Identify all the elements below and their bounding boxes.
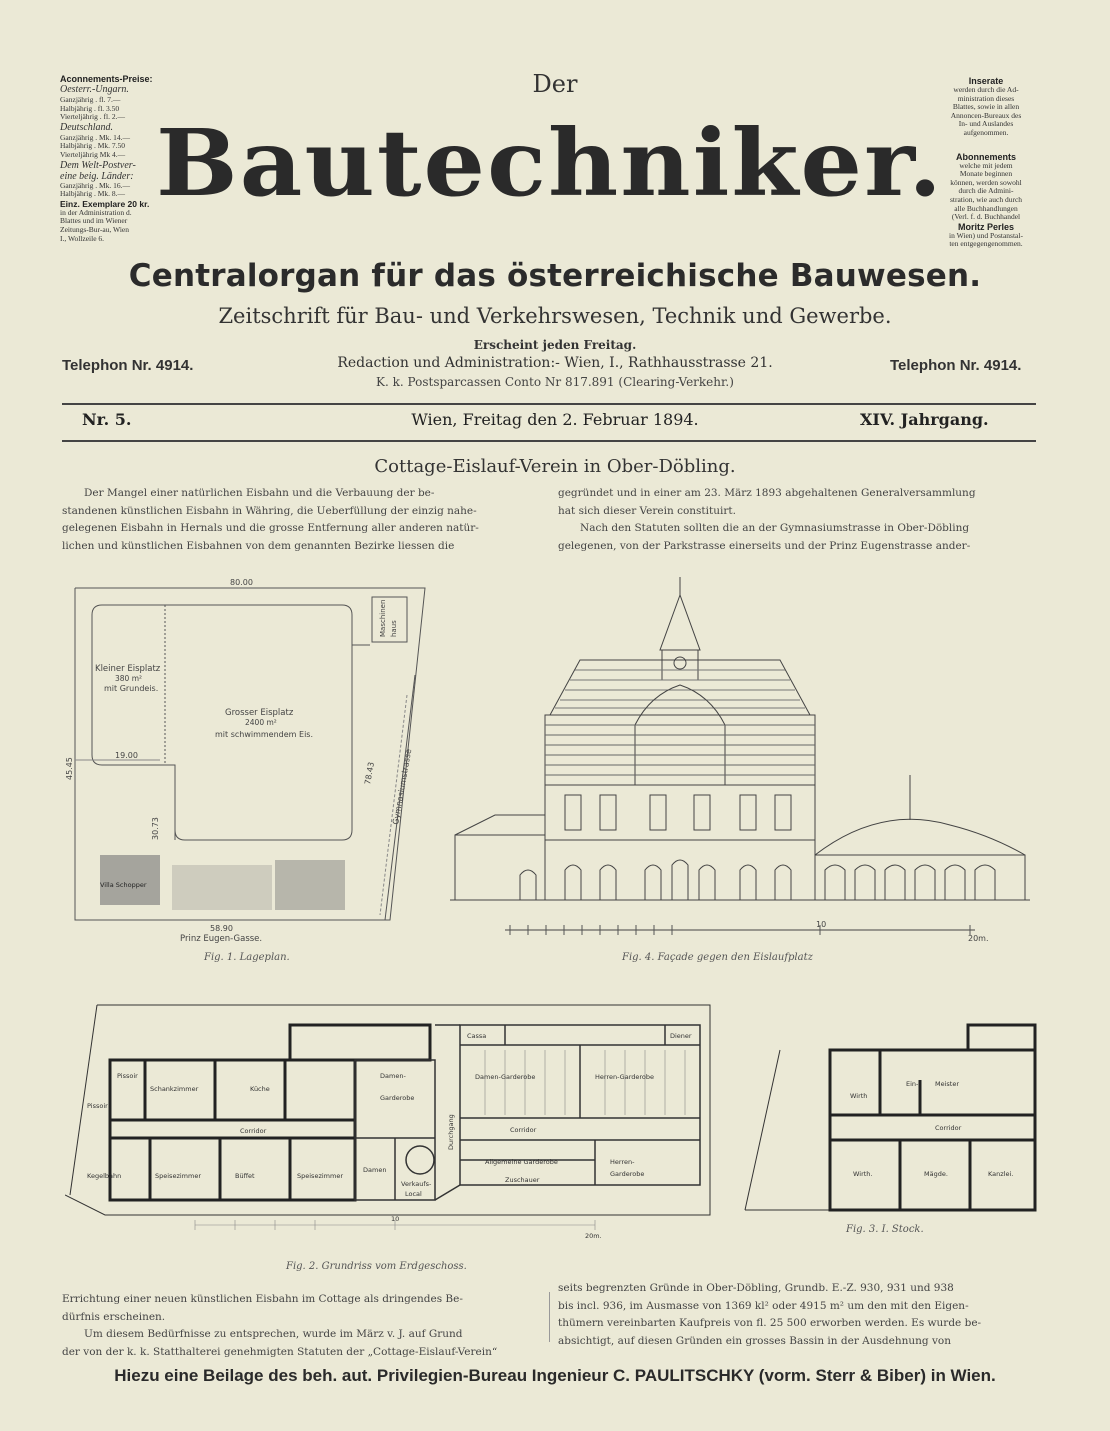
text-line: gegründet und in einer am 23. März 1893 abgehaltenen Generalversammlung <box>558 487 976 499</box>
street-label-bottom: Prinz Eugen-Gasse. <box>180 934 263 944</box>
inserate-line: Annoncen-Bureaux des <box>950 110 1022 120</box>
text-line: Um diesem Bedürfnisse zu entsprechen, wurde im März v. J. auf Grund <box>84 1328 463 1340</box>
price-line: Ganzjährig . Mk. 14.— <box>60 132 130 142</box>
figure-facade <box>450 575 1030 945</box>
room-label: Speisezimmer <box>155 1172 201 1180</box>
issue-year: XIV. Jahrgang. <box>860 410 989 429</box>
text-line: Errichtung einer neuen künstlichen Eisbahn im Cottage als dringendes Be- <box>62 1293 463 1305</box>
room-label: Herren- <box>610 1158 635 1166</box>
small-rink-label: Kleiner Eisplatz <box>95 664 161 674</box>
text-line: lichen und künstlichen Eisbahnen von dem genannten Bezirke liessen die <box>62 539 455 552</box>
price-line: Vierteljährig . fl. 2.— <box>60 112 125 122</box>
room-label: Corridor <box>240 1127 267 1135</box>
room-label: Schankzimmer <box>150 1085 199 1093</box>
room-label: Ein- <box>906 1080 919 1088</box>
price-line: in der Administration d. <box>60 207 132 217</box>
text-line: Der Mangel einer natürlichen Eisbahn und die Verbauung der be- <box>84 487 435 499</box>
issue-date: Wien, Freitag den 2. Februar 1894. <box>411 410 699 429</box>
abo-line: können, werden sowohl <box>950 177 1022 187</box>
dim-label: 45.45 <box>65 757 74 780</box>
dim-label: 58.90 <box>210 924 233 933</box>
room-label: Garderobe <box>380 1094 415 1102</box>
text-line: standenen künstlichen Eisbahn in Währing, die Ueberfüllung der einzig nahe- <box>62 504 477 517</box>
footer-supplement-note: Hiezu eine Beilage des beh. aut. Privilegien-Bureau Ingenieur C. PAULITSCHKY (vorm. Sterr & Biber) in Wien. <box>114 1366 996 1385</box>
article-title: Cottage-Eislauf-Verein in Ober-Döbling. <box>374 456 736 477</box>
dim-label: 19.00 <box>115 751 138 760</box>
prices-heading: Aconnements-Preise: <box>60 74 153 84</box>
masthead-subtitle: Centralorgan für das österreichische Bauwesen. <box>128 258 982 294</box>
inserate-line: Blattes, sowie in allen <box>952 102 1020 112</box>
price-line: Halbjährig . Mk. 8.— <box>60 189 125 199</box>
article-column-2 <box>558 485 1036 555</box>
dim-label: 78.43 <box>363 761 376 786</box>
room-label: Durchgang <box>447 1114 455 1150</box>
prices-world: Dem Welt-Postver- <box>60 159 136 171</box>
rule-bottom <box>62 440 1036 442</box>
room-label: Cassa <box>467 1032 487 1040</box>
figure-3-caption: Fig. 3. I. Stock. <box>846 1224 924 1235</box>
room-label: Kegelbahn <box>87 1172 122 1180</box>
room-label: Local <box>405 1190 422 1198</box>
street-label-right: Gymnasiumstrasse <box>391 748 414 826</box>
text-line: absichtigt, auf diesen Gründen ein grosses Bassin in der Ausdehnung von <box>558 1334 951 1347</box>
price-line: Halbjährig . Mk. 7.50 <box>60 141 125 151</box>
article-column-1 <box>62 485 540 555</box>
room-label: Speisezimmer <box>297 1172 343 1180</box>
abo-line: alle Buchhandlungen <box>954 203 1018 213</box>
small-rink-note: mit Grundeis. <box>104 684 159 693</box>
abo-line: stration, wie auch durch <box>949 194 1023 204</box>
abo-line: durch die Admini- <box>958 186 1014 196</box>
big-rink-note: mit schwimmendem Eis. <box>215 730 313 739</box>
room-label: Diener <box>670 1032 692 1040</box>
masthead-address: Redaction und Administration:- Wien, I., Rathhausstrasse 21. <box>337 355 773 371</box>
telephone-right: Telephon Nr. 4914. <box>890 357 1022 374</box>
scale-label: 20m. <box>968 934 989 943</box>
big-rink-label: Grosser Eisplatz <box>225 708 294 718</box>
masthead-title: Bautechniker. <box>156 109 944 217</box>
room-label: Allgemeine Garderobe <box>485 1158 558 1166</box>
figure-2-caption: Fig. 2. Grundriss vom Erdgeschoss. <box>286 1261 467 1272</box>
telephone-left: Telephon Nr. 4914. <box>62 357 194 374</box>
machine-house-label: Maschinen <box>379 599 387 637</box>
price-line: Vierteljährig Mk 4.— <box>60 149 126 159</box>
abo-line: welche mit jedem <box>959 160 1013 170</box>
inserate-line: werden durch die Ad- <box>953 85 1019 94</box>
text-line: seits begrenzten Gründe in Ober-Döbling, Grundb. E.-Z. 930, 931 und 938 <box>558 1282 954 1294</box>
room-label: Garderobe <box>610 1170 645 1178</box>
room-label: Pissoir <box>117 1072 138 1080</box>
room-label: Damen <box>363 1166 387 1174</box>
room-label: Küche <box>250 1085 270 1093</box>
figure-first-floor <box>740 1020 1040 1215</box>
scale-label: 10 <box>391 1215 400 1223</box>
room-label: Pissoir <box>87 1102 108 1110</box>
rule-top <box>62 403 1036 405</box>
text-line: der von der k. k. Statthalterei genehmigten Statuten der „Cottage-Eislauf-Verein“ <box>62 1345 498 1358</box>
text-line: gelegenen, von der Parkstrasse einerseits und der Prinz Eugenstrasse ander- <box>558 539 971 552</box>
villa-label: Villa Schopper <box>100 881 147 889</box>
scale-label: 10 <box>816 920 827 929</box>
room-label: Meister <box>935 1080 960 1088</box>
prices-world: eine beig. Länder: <box>60 170 134 182</box>
masthead-der: Der <box>532 70 578 98</box>
prices-germany: Deutschland. <box>60 121 114 133</box>
text-line: bis incl. 936, im Ausmasse von 1369 kl² oder 4915 m² um den mit den Eigen- <box>558 1299 969 1312</box>
inserate-heading: Inserate <box>968 76 1004 86</box>
prices-austria: Oesterr.-Ungarn. <box>60 84 129 95</box>
text-line: thümern vereinbarten Kaufpreis von fl. 25 500 erworben werden. Es wurde be- <box>558 1317 982 1329</box>
price-line: I., Wollzeile 6. <box>60 233 105 243</box>
price-line: Ganzjährig . Mk. 16.— <box>60 180 130 190</box>
inserate-line: aufgenommen. <box>963 127 1009 137</box>
room-label: Corridor <box>935 1124 962 1132</box>
figure-ground-floor <box>65 1000 715 1245</box>
figure-4-caption: Fig. 4. Façade gegen den Eislaufplatz <box>622 952 813 963</box>
room-label: Kanzlei. <box>988 1170 1014 1178</box>
figure-site-plan <box>60 575 440 970</box>
room-label: Büffet <box>235 1172 255 1180</box>
dim-label: 80.00 <box>230 578 253 587</box>
column-divider <box>549 1292 550 1342</box>
abo-line: ten entgegengenommen. <box>949 239 1023 249</box>
machine-house-label: haus <box>390 620 398 637</box>
room-label: Damen-Garderobe <box>475 1073 536 1081</box>
figure-1-caption: Fig. 1. Lageplan. <box>204 952 290 963</box>
inserate-line: ministration dieses <box>957 93 1015 103</box>
big-rink-area: 2400 m² <box>245 718 277 727</box>
room-label: Damen- <box>380 1072 406 1080</box>
room-label: Verkaufs- <box>401 1180 432 1188</box>
scale-label: 20m. <box>585 1232 602 1240</box>
price-line: Blattes und im Wiener <box>60 216 128 226</box>
masthead-frequency: Erscheint jeden Freitag. <box>473 338 637 352</box>
text-line: hat sich dieser Verein constituirt. <box>558 504 736 517</box>
price-line: Ganzjährig . fl. 7.— <box>60 95 121 104</box>
masthead-account: K. k. Postsparcassen Conto Nr 817.891 (Clearing-Verkehr.) <box>376 375 734 389</box>
abo-perles: Moritz Perles <box>957 221 1015 232</box>
prices-single: Einz. Exemplare 20 kr. <box>60 198 150 209</box>
price-line: Halbjährig . fl. 3.50 <box>60 103 120 113</box>
article-column-4 <box>558 1280 1036 1350</box>
abo-line: Monate beginnen <box>959 169 1013 179</box>
price-line: Zeitungs-Bur-au, Wien <box>60 224 129 234</box>
text-line: dürfnis erscheinen. <box>62 1310 166 1323</box>
abo-line: (Verl. f. d. Buchhandel <box>951 212 1021 222</box>
dim-label: 30.73 <box>151 817 160 840</box>
text-line: gelegenen Eisbahn in Hernals und die grosse Entfernung aller anderen natür- <box>62 522 479 534</box>
masthead-tagline: Zeitschrift für Bau- und Verkehrswesen, Technik und Gewerbe. <box>218 304 892 328</box>
issue-number: Nr. 5. <box>82 410 132 429</box>
article-column-3 <box>62 1291 540 1361</box>
room-label: Corridor <box>510 1126 537 1134</box>
text-line: Nach den Statuten sollten die an der Gymnasiumstrasse in Ober-Döbling <box>580 522 970 534</box>
room-label: Mägde. <box>924 1170 948 1178</box>
inserate-line: In- und Auslandes <box>958 119 1014 129</box>
room-label: Herren-Garderobe <box>595 1073 655 1081</box>
room-label: Wirth. <box>853 1170 873 1178</box>
room-label: Zuschauer <box>505 1176 540 1184</box>
abonnements-heading: Abonnements <box>955 151 1016 162</box>
room-label: Wirth <box>850 1092 868 1100</box>
small-rink-area: 380 m² <box>115 674 143 683</box>
abo-line: in Wien) und Postanstal- <box>949 230 1023 240</box>
